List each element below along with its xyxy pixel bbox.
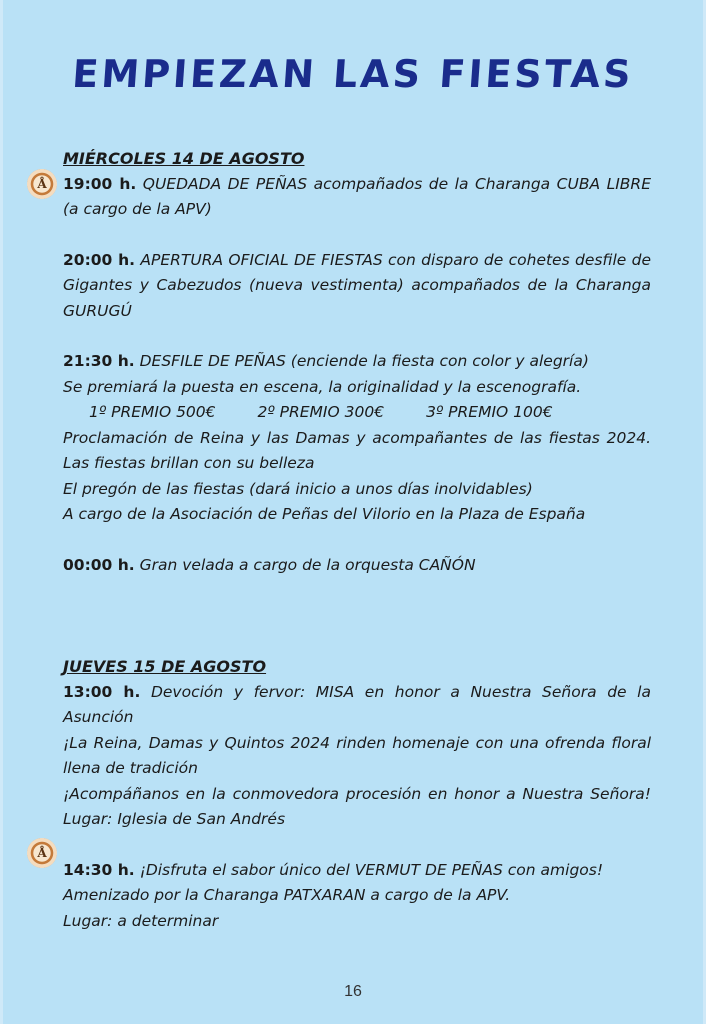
event-time: 21:30 h. — [63, 352, 135, 370]
event-1900 — [63, 172, 651, 223]
event-text: QUEDADA DE PEÑAS acompañados de la Charanga CUBA LIBRE (a cargo de la APV) — [63, 174, 651, 218]
schedule — [63, 146, 651, 934]
event-0000 — [63, 553, 651, 579]
mass-line: ¡La Reina, Damas y Quintos 2024 rinden homenaje con una ofrenda floral llena de tradición — [63, 733, 651, 777]
desfile-line: A cargo de la Asociación de Peñas del Vilorio en la Plaza de España — [63, 505, 586, 523]
event-time: 13:00 h. — [63, 682, 141, 701]
mass-line: ¡Acompáñanos en la conmovedora procesión en honor a Nuestra Señora! Lugar: Iglesia de San Andrés — [63, 784, 651, 828]
day-heading-thursday: JUEVES 15 DE AGOSTO — [63, 657, 267, 676]
event-text: ¡Disfruta el sabor único del VERMUT DE PEÑAS con amigos! — [134, 860, 604, 879]
prize-list — [63, 400, 651, 426]
prize-third: 3º PREMIO 100€ — [426, 403, 553, 421]
page-number: 16 — [344, 983, 362, 1000]
page-title: EMPIEZAN LAS FIESTAS — [70, 52, 636, 96]
event-time: 14:30 h. — [63, 860, 135, 879]
seal-icon: Å — [27, 169, 57, 199]
vermut-line: Amenizado por la Charanga PATXARAN a cargo de la APV. — [63, 886, 511, 904]
event-time: 19:00 h. — [63, 174, 137, 193]
event-text: Gran velada a cargo de la orquesta CAÑÓN — [134, 555, 476, 574]
event-time: 00:00 h. — [63, 555, 135, 574]
day-heading-wednesday: MIÉRCOLES 14 DE AGOSTO — [63, 149, 305, 168]
seal-icon: Å — [27, 838, 57, 868]
desfile-line: Se premiará la puesta en escena, la originalidad y la escenografía. — [63, 377, 582, 396]
event-text: APERTURA OFICIAL DE FIESTAS con disparo de cohetes desfile de Gigantes y Cabezudos (nueva vestimenta) acompañados de la Charanga GURUGÚ — [63, 250, 651, 320]
event-2000 — [63, 248, 651, 325]
prize-second: 2º PREMIO 300€ — [257, 403, 385, 421]
desfile-line: El pregón de las fiestas (dará inicio a unos días inolvidables) — [63, 479, 533, 498]
prize-first: 1º PREMIO 500€ — [89, 403, 216, 421]
desfile-line: Proclamación de Reina y las Damas y acompañantes de las fiestas 2024. Las fiestas brillan con su belleza — [63, 428, 651, 472]
event-text: Devoción y fervor: MISA en honor a Nuestra Señora de la Asunción — [63, 682, 651, 726]
event-1430 — [63, 858, 651, 884]
event-1300 — [63, 680, 651, 731]
vermut-line: Lugar: a determinar — [63, 911, 219, 930]
event-2130 — [63, 349, 651, 375]
event-time: 20:00 h. — [63, 250, 136, 269]
event-text: DESFILE DE PEÑAS (enciende la fiesta con color y alegría) — [134, 352, 589, 370]
